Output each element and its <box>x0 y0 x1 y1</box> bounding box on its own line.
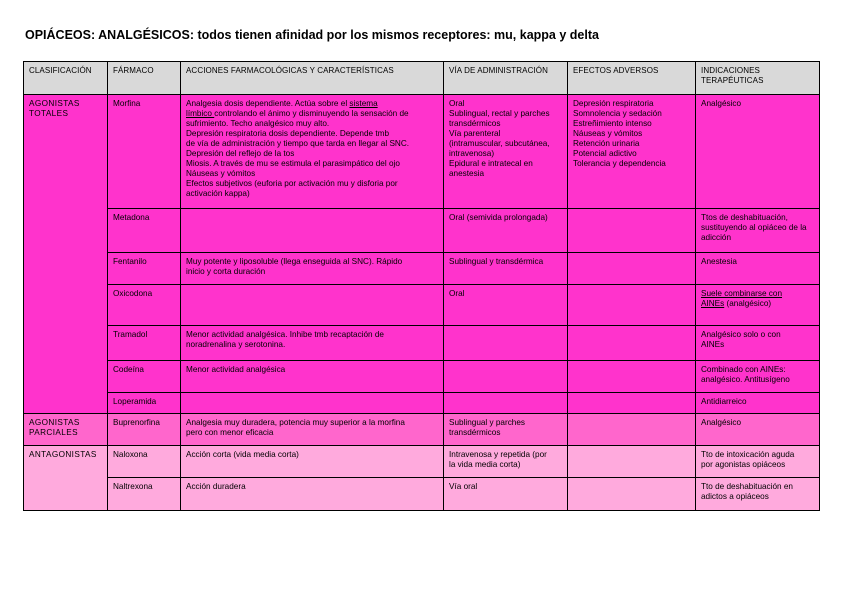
acciones-cell: Analgesia dosis dependiente. Actúa sobre el sistema límbico controlando el ánimo y disminuyendo la sensación de sufrimiento. Techo analgésico muy alto. Depresión respiratoria dosis dependiente. Depende tmb de vía de administración y tiempo que tarda en llegar al SNC. Depresión del reflejo de la tos Miosis. A través de mu se estimula el parasimpático del ojo Náuseas y vómitos Efectos subjetivos (euforia por activación mu y disforia por activación kappa) <box>181 95 444 209</box>
table-row-codeina <box>24 361 820 393</box>
opiaceos-table <box>23 61 820 511</box>
via-cell: Oral (semivida prolongada) <box>444 209 568 253</box>
indicaciones-cell: Tto de intoxicación aguda por agonistas opiáceos <box>696 446 820 478</box>
acciones-cell: Menor actividad analgésica. Inhibe tmb recaptación de noradrenalina y serotonina. <box>181 326 444 361</box>
acciones-cell: Acción corta (vida media corta) <box>181 446 444 478</box>
via-cell <box>444 326 568 361</box>
acciones-cell: Analgesia muy duradera, potencia muy superior a la morfina pero con menor eficacia <box>181 414 444 446</box>
table-row-fentanilo <box>24 253 820 285</box>
via-cell: Sublingual y parches transdérmicos <box>444 414 568 446</box>
efectos-cell <box>568 326 696 361</box>
sistema-limbico-link-cont[interactable]: límbico <box>186 109 215 118</box>
efectos-cell: Depresión respiratoria Somnolencia y sedación Estreñimiento intenso Náuseas y vómitos Retención urinaria Potencial adictivo Tolerancia y dependencia <box>568 95 696 209</box>
table-row-tramadol <box>24 326 820 361</box>
table-row-metadona <box>24 209 820 253</box>
acciones-cell: Muy potente y liposoluble (llega enseguida al SNC). Rápido inicio y corta duración <box>181 253 444 285</box>
farmaco-cell: Oxicodona <box>108 285 181 326</box>
indicaciones-cell: Analgésico <box>696 95 820 209</box>
header-via: VÍA DE ADMINISTRACIÓN <box>444 62 568 95</box>
farmaco-cell: Morfina <box>108 95 181 209</box>
efectos-cell <box>568 285 696 326</box>
farmaco-cell: Tramadol <box>108 326 181 361</box>
farmaco-cell: Naltrexona <box>108 478 181 511</box>
via-cell: Intravenosa y repetida (por la vida media corta) <box>444 446 568 478</box>
group-agonistas-totales: AGONISTAS TOTALES <box>24 95 108 414</box>
via-cell: Oral <box>444 285 568 326</box>
efectos-cell <box>568 209 696 253</box>
efectos-cell <box>568 478 696 511</box>
via-cell <box>444 361 568 393</box>
acciones-cell <box>181 285 444 326</box>
acciones-cell <box>181 209 444 253</box>
group-antagonistas: ANTAGONISTAS <box>24 446 108 511</box>
indicaciones-cell: Tto de deshabituación en adictos a opiáceos <box>696 478 820 511</box>
farmaco-cell: Buprenorfina <box>108 414 181 446</box>
acciones-cell <box>181 393 444 414</box>
table-row-morfina <box>24 95 820 209</box>
sistema-limbico-link[interactable]: sistema <box>349 99 378 108</box>
table-row-naltrexona <box>24 478 820 511</box>
indicaciones-cell: Combinado con AINEs: analgésico. Antitusígeno <box>696 361 820 393</box>
table-row-naloxona <box>24 446 820 478</box>
efectos-cell <box>568 393 696 414</box>
page-title: OPIÁCEOS: ANALGÉSICOS: todos tienen afinidad por los mismos receptores: mu, kappa y delta <box>25 28 599 42</box>
acciones-cell: Menor actividad analgésica <box>181 361 444 393</box>
via-cell <box>444 393 568 414</box>
header-row <box>24 62 820 95</box>
via-cell: Sublingual y transdérmica <box>444 253 568 285</box>
indicaciones-cell: Ttos de deshabituación, sustituyendo al opiáceo de la adicción <box>696 209 820 253</box>
header-clasificacion: CLASIFICACIÓN <box>24 62 108 95</box>
header-efectos: EFECTOS ADVERSOS <box>568 62 696 95</box>
indicaciones-cell: Suele combinarse con AINEs (analgésico) <box>696 285 820 326</box>
efectos-cell <box>568 253 696 285</box>
efectos-cell <box>568 446 696 478</box>
indicaciones-cell: Analgésico solo o con AINEs <box>696 326 820 361</box>
table-row-oxicodona <box>24 285 820 326</box>
efectos-cell <box>568 414 696 446</box>
efectos-cell <box>568 361 696 393</box>
farmaco-cell: Loperamida <box>108 393 181 414</box>
farmaco-cell: Metadona <box>108 209 181 253</box>
header-farmaco: FÁRMACO <box>108 62 181 95</box>
farmaco-cell: Naloxona <box>108 446 181 478</box>
farmaco-cell: Codeína <box>108 361 181 393</box>
indicaciones-cell: Analgésico <box>696 414 820 446</box>
via-cell: Vía oral <box>444 478 568 511</box>
header-acciones: ACCIONES FARMACOLÓGICAS Y CARACTERÍSTICAS <box>181 62 444 95</box>
table-row-buprenorfina <box>24 414 820 446</box>
indicaciones-cell: Antidiarreico <box>696 393 820 414</box>
table-row-loperamida <box>24 393 820 414</box>
indicaciones-cell: Anestesia <box>696 253 820 285</box>
header-indicaciones: INDICACIONES TERAPÉUTICAS <box>696 62 820 95</box>
farmaco-cell: Fentanilo <box>108 253 181 285</box>
via-cell: Oral Sublingual, rectal y parches transdérmicos Vía parenteral (intramuscular, subcutánea, intravenosa) Epidural e intratecal en anestesia <box>444 95 568 209</box>
group-agonistas-parciales: AGONISTAS PARCIALES <box>24 414 108 446</box>
acciones-cell: Acción duradera <box>181 478 444 511</box>
